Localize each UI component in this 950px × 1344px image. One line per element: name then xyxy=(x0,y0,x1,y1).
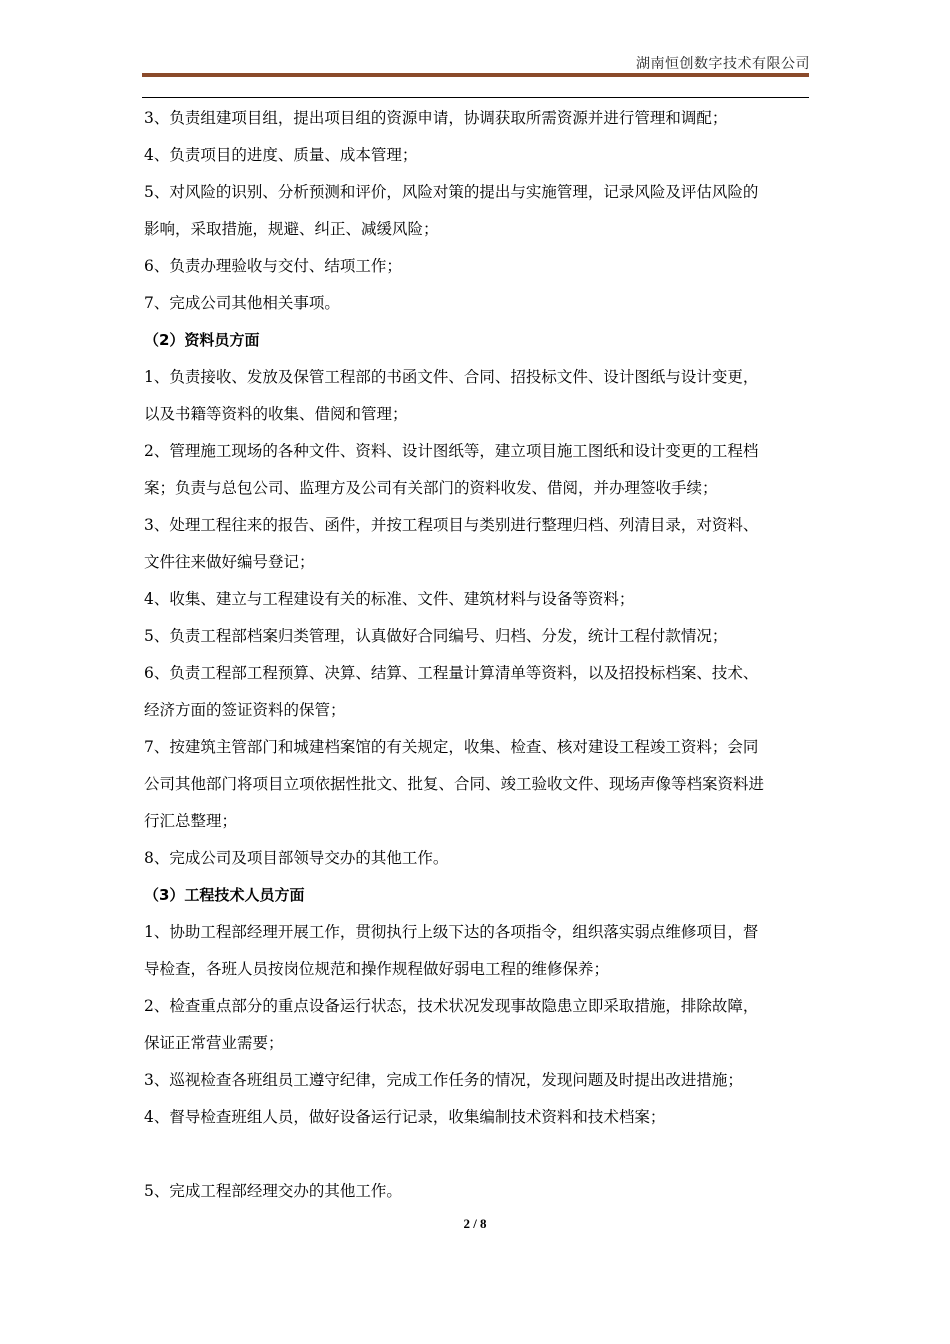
paragraph-line: 4、收集、建立与工程建设有关的标准、文件、建筑材料与设备等资料； xyxy=(144,590,635,608)
paragraph-line: 文件往来做好编号登记； xyxy=(144,553,315,571)
paragraph-line: 2、检查重点部分的重点设备运行状态，技术状况发现事故隐患立即采取措施，排除故障， xyxy=(144,997,759,1015)
paragraph-line: 公司其他部门将项目立项依据性批文、批复、合同、竣工验收文件、现场声像等档案资料进 xyxy=(144,775,765,793)
paragraph-line: 4、督导检查班组人员，做好设备运行记录，收集编制技术资料和技术档案； xyxy=(144,1108,666,1126)
paragraph-line: 案；负责与总包公司、监理方及公司有关部门的资料收发、借阅，并办理签收手续； xyxy=(144,479,718,497)
page-number: 2 / 8 xyxy=(463,1216,487,1231)
paragraph-line: 影响，采取措施，规避、纠正、减缓风险； xyxy=(144,220,439,238)
section-heading: （2）资料员方面 xyxy=(144,331,260,349)
paragraph-line: 5、负责工程部档案归类管理，认真做好合同编号、归档、分发，统计工程付款情况； xyxy=(144,627,728,645)
paragraph-line: 5、对风险的识别、分析预测和评价，风险对策的提出与实施管理，记录风险及评估风险的 xyxy=(144,183,759,201)
paragraph-line: 7、完成公司其他相关事项。 xyxy=(144,294,340,312)
paragraph-line: 4、负责项目的进度、质量、成本管理； xyxy=(144,146,418,164)
paragraph-line: 3、巡视检查各班组员工遵守纪律，完成工作任务的情况，发现问题及时提出改进措施； xyxy=(144,1071,743,1089)
paragraph-line: 行汇总整理； xyxy=(144,812,238,830)
paragraph-line: 8、完成公司及项目部领导交办的其他工作。 xyxy=(144,849,449,867)
paragraph-line: 3、处理工程往来的报告、函件，并按工程项目与类别进行整理归档、列清目录，对资料、 xyxy=(144,516,759,534)
header-rule-thin xyxy=(142,97,809,98)
paragraph-line: 经济方面的签证资料的保管； xyxy=(144,701,346,719)
paragraph-line: 7、按建筑主管部门和城建档案馆的有关规定，收集、检查、核对建设工程竣工资料；会同 xyxy=(144,738,759,756)
paragraph-line: 1、协助工程部经理开展工作，贯彻执行上级下达的各项指令，组织落实弱点维修项目，督 xyxy=(144,923,759,941)
paragraph-line: 以及书籍等资料的收集、借阅和管理； xyxy=(144,405,408,423)
paragraph-line: 6、负责办理验收与交付、结项工作； xyxy=(144,257,402,275)
document-body xyxy=(144,100,814,1210)
paragraph-line: 导检查，各班人员按岗位规范和操作规程做好弱电工程的维修保养； xyxy=(144,960,610,978)
paragraph-line: 3、负责组建项目组，提出项目组的资源申请，协调获取所需资源并进行管理和调配； xyxy=(144,109,728,127)
header-rule-thick xyxy=(142,73,809,77)
paragraph-line: 保证正常营业需要； xyxy=(144,1034,284,1052)
paragraph-line: 6、负责工程部工程预算、决算、结算、工程量计算清单等资料，以及招投标档案、技术、 xyxy=(144,664,759,682)
section-heading: （3）工程技术人员方面 xyxy=(144,886,305,904)
paragraph-line: 1、负责接收、发放及保管工程部的书函文件、合同、招投标文件、设计图纸与设计变更， xyxy=(144,368,759,386)
paragraph-line: 2、管理施工现场的各种文件、资料、设计图纸等，建立项目施工图纸和设计变更的工程档 xyxy=(144,442,759,460)
paragraph-line: 5、完成工程部经理交办的其他工作。 xyxy=(144,1182,402,1200)
blank-line xyxy=(144,1136,814,1173)
company-name: 湖南恒创数字技术有限公司 xyxy=(636,56,810,72)
